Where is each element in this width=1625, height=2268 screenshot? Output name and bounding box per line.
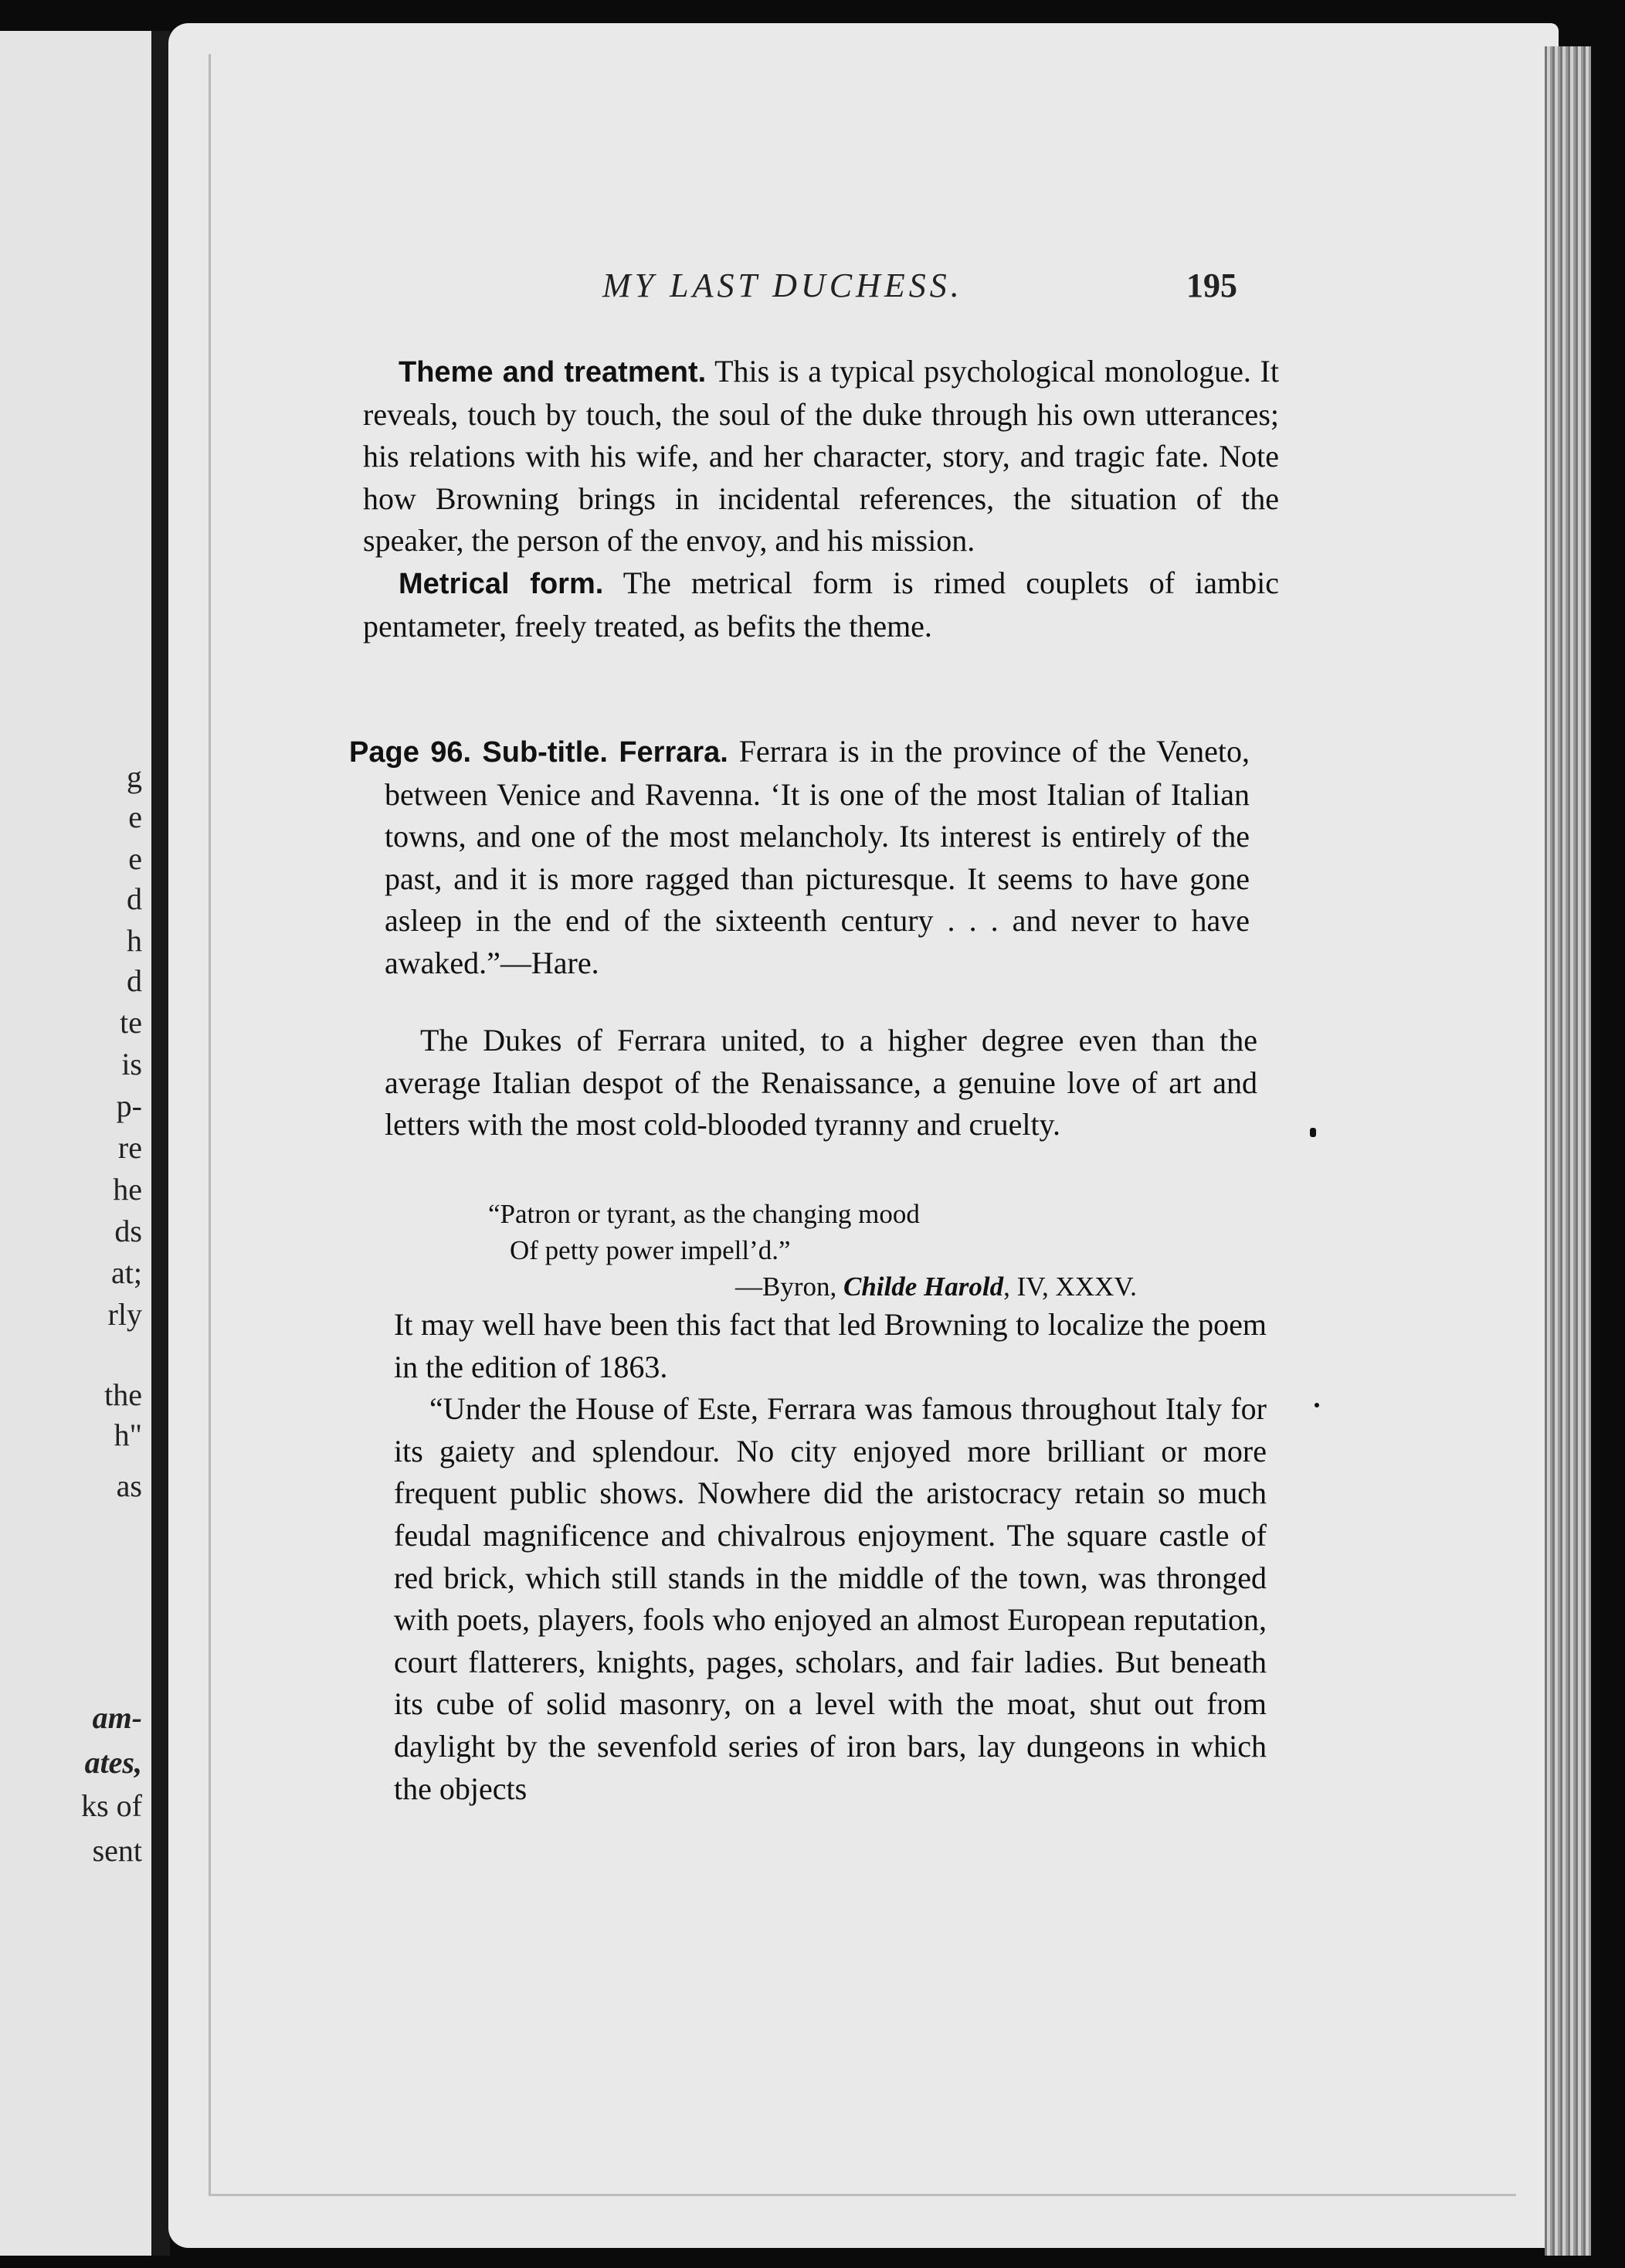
left-page-fragment: p- [116,1088,142,1123]
left-page-fragment: ates, [84,1745,142,1780]
book-spine [151,31,170,2256]
left-page-fragment: rly [107,1297,142,1332]
metrical-lead: Metrical form. [399,567,604,600]
left-page-fragment: he [113,1172,142,1207]
print-speck [1310,1128,1316,1137]
left-page-fragment: h" [114,1418,142,1452]
left-page-fragment: e [128,800,142,834]
dukes-section [385,1020,1257,1146]
left-page-fragment: am- [92,1700,142,1735]
left-facing-page [0,31,156,2256]
page96-section [349,731,1250,985]
este-paragraph: “Under the House of Este, Ferrara was famous throughout Italy for its gaiety and splendour. No city enjoyed more brilliant or more frequent public shows. Nowhere did the aristocracy retain so much feudal magnificence and chivalrous enjoyment. The square castle of red brick, which still stands in the middle of the town, was thronged with poets, players, fools who enjoyed an almost European reputation, court flatterers, knights, pages, scholars, and fair ladies. But beneath its cube of solid masonry, on a level with the moat, shut out from daylight by the sevenfold series of iron bars, lay dungeons in which the objects [394,1391,1267,1806]
left-page-fragment: e [128,841,142,876]
left-page-fragment: d [127,963,142,998]
page96-text: Ferrara is in the province of the Veneto, between Venice and Ravenna. ‘It is one of the most Italian of Italian towns, and one of the most melancholy. Its interest is entirely of the past, and it is more ragged than picturesque. It seems to have gone asleep in the end of the sixteenth century . . . and never to have awaked.”—Hare. [385,734,1250,980]
theme-text: This is a typical psychological monologue. It reveals, touch by touch, the soul of the duke through his own utterances; his relations with his wife, and her character, story, and tragic fate. Note how Browning brings in incidental references, the situation of the speaker, the person of the envoy, and his mission. [363,354,1279,559]
left-page-fragment: as [116,1468,142,1503]
left-page-fragment: te [120,1005,142,1040]
page96-paragraph [349,731,1250,985]
theme-lead: Theme and treatment. [399,356,707,389]
dukes-paragraph: The Dukes of Ferrara united, to a higher degree even than the average Italian despot of the Renaissance, a genuine love of art and letters with the most cold-blooded tyranny and cruelty. [385,1023,1257,1142]
quote-work-title: Childe Harold [843,1272,1004,1302]
left-page-fragment: ks of [81,1788,142,1823]
left-page-fragment: d [127,881,142,916]
left-page-fragment: ds [114,1214,142,1248]
metrical-text: The metrical form is rimed couplets of iambic pentameter, freely treated, as befits the theme. [363,565,1279,643]
localize-section [394,1304,1267,1810]
byron-quote [488,1196,1214,1305]
localize-paragraph: It may well have been this fact that led Browning to localize the poem in the edition of 1863. [394,1307,1267,1384]
metrical-paragraph [363,562,1279,647]
left-page-fragment: at; [111,1255,142,1290]
quote-line: Of petty power impell’d.” [510,1235,791,1265]
theme-section [363,351,1279,647]
left-page-fragment: sent [92,1833,142,1868]
left-page-fragment: g [127,759,142,794]
left-page-fragment: h [127,923,142,958]
left-page-fragment: the [104,1377,142,1412]
quote-line: “Patron or tyrant, as the changing mood [488,1199,920,1229]
left-page-fragment: re [117,1130,142,1165]
print-speck [1315,1403,1319,1407]
running-head: MY LAST DUCHESS. [602,267,963,304]
page-number: 195 [1186,267,1237,304]
theme-paragraph [363,351,1279,562]
quote-attribution: —Byron, Childe Harold, IV, XXXV. [735,1272,1137,1302]
left-page-fragment: is [121,1047,142,1081]
page-stack-edge [1545,46,1591,2256]
page96-lead: Page 96. Sub-title. Ferrara. [349,736,728,769]
